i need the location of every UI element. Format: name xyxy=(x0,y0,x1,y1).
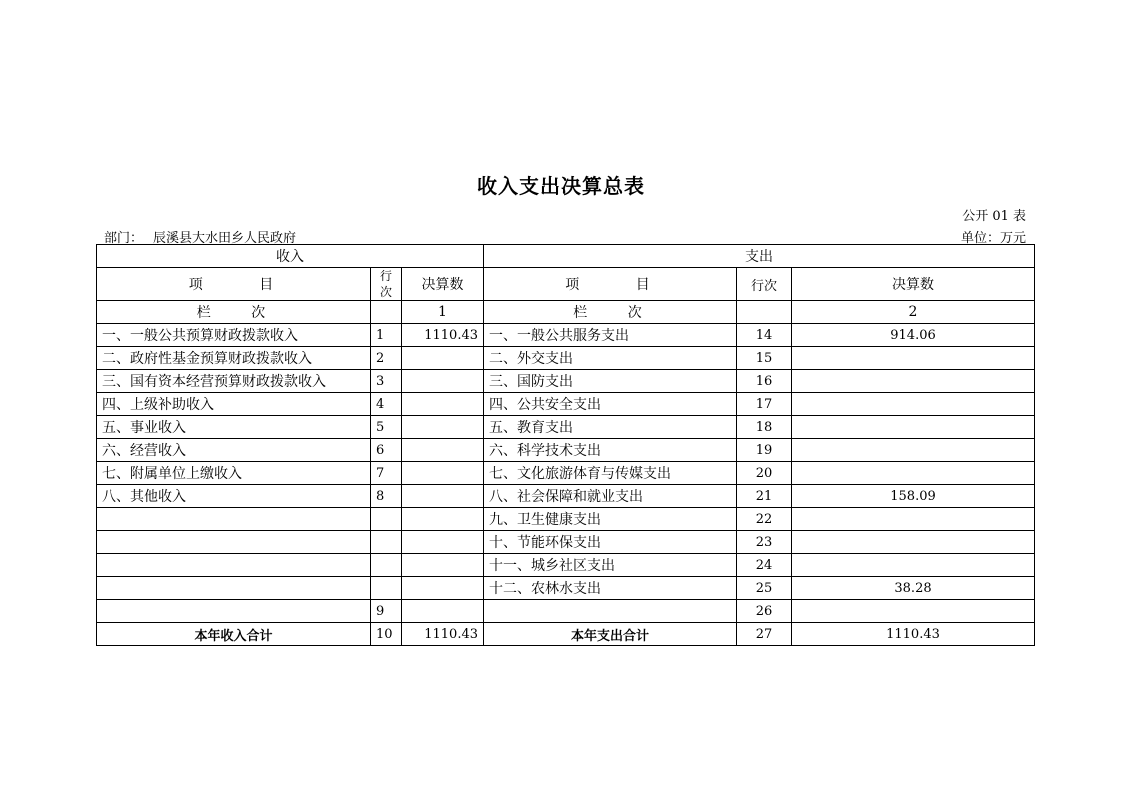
expense-item: 二、外交支出 xyxy=(484,347,737,370)
expense-item: 十、节能环保支出 xyxy=(484,531,737,554)
expense-item-header: 项 目 xyxy=(484,268,737,301)
expense-row-no: 17 xyxy=(737,393,792,416)
income-amount: 1110.43 xyxy=(402,324,484,347)
expense-item: 五、教育支出 xyxy=(484,416,737,439)
income-total-row-no: 10 xyxy=(371,623,402,646)
income-amount xyxy=(402,485,484,508)
expense-total-amount: 1110.43 xyxy=(792,623,1035,646)
income-header: 收入 xyxy=(97,245,484,268)
income-row-no: 4 xyxy=(371,393,402,416)
expense-amount xyxy=(792,393,1035,416)
table-row xyxy=(97,370,1035,393)
income-row-no xyxy=(371,554,402,577)
income-row-no: 1 xyxy=(371,324,402,347)
income-row-no: 2 xyxy=(371,347,402,370)
expense-item: 一、一般公共服务支出 xyxy=(484,324,737,347)
table-row xyxy=(97,324,1035,347)
income-item: 三、国有资本经营预算财政拨款收入 xyxy=(97,370,371,393)
expense-amount xyxy=(792,370,1035,393)
expense-amount xyxy=(792,416,1035,439)
expense-total-label: 本年支出合计 xyxy=(484,623,737,646)
expense-item: 四、公共安全支出 xyxy=(484,393,737,416)
income-item: 八、其他收入 xyxy=(97,485,371,508)
income-item: 二、政府性基金预算财政拨款收入 xyxy=(97,347,371,370)
table-row xyxy=(97,577,1035,600)
income-item: 四、上级补助收入 xyxy=(97,393,371,416)
expense-row-no: 15 xyxy=(737,347,792,370)
expense-amount xyxy=(792,508,1035,531)
expense-item: 十二、农林水支出 xyxy=(484,577,737,600)
column-index-row xyxy=(97,301,1035,324)
income-amount xyxy=(402,416,484,439)
expense-amount xyxy=(792,600,1035,623)
expense-row-no: 16 xyxy=(737,370,792,393)
table-row xyxy=(97,554,1035,577)
expense-header: 支出 xyxy=(484,245,1035,268)
expense-column-number: 2 xyxy=(792,301,1035,324)
income-column-blank xyxy=(371,301,402,324)
expense-amount xyxy=(792,439,1035,462)
income-item: 七、附属单位上缴收入 xyxy=(97,462,371,485)
income-amount xyxy=(402,439,484,462)
form-number: 公开 01 表 xyxy=(962,209,1026,224)
income-amount xyxy=(402,347,484,370)
department-name: 辰溪县大水田乡人民政府 xyxy=(153,231,297,246)
table-row xyxy=(97,600,1035,623)
income-row-no: 6 xyxy=(371,439,402,462)
income-item xyxy=(97,531,371,554)
income-row-no: 3 xyxy=(371,370,402,393)
header-row-1 xyxy=(97,245,1035,268)
expense-item: 七、文化旅游体育与传媒支出 xyxy=(484,462,737,485)
expense-amount-header: 决算数 xyxy=(792,268,1035,301)
header-row-2 xyxy=(97,268,1035,301)
expense-column-blank xyxy=(737,301,792,324)
table-row xyxy=(97,462,1035,485)
income-item-header: 项 目 xyxy=(97,268,371,301)
department-label: 部门： xyxy=(104,231,144,246)
expense-row-no: 21 xyxy=(737,485,792,508)
expense-item: 九、卫生健康支出 xyxy=(484,508,737,531)
table-row xyxy=(97,439,1035,462)
income-item xyxy=(97,554,371,577)
income-row-no xyxy=(371,577,402,600)
expense-amount xyxy=(792,462,1035,485)
expense-item: 六、科学技术支出 xyxy=(484,439,737,462)
income-amount xyxy=(402,554,484,577)
expense-row-no: 25 xyxy=(737,577,792,600)
income-row-no: 7 xyxy=(371,462,402,485)
income-amount xyxy=(402,462,484,485)
table-row xyxy=(97,347,1035,370)
income-total-amount: 1110.43 xyxy=(402,623,484,646)
expense-row-no-header: 行次 xyxy=(737,268,792,301)
income-row-no xyxy=(371,508,402,531)
expense-amount xyxy=(792,347,1035,370)
income-column-number: 1 xyxy=(402,301,484,324)
page-title: 收入支出决算总表 xyxy=(477,174,645,198)
income-item: 六、经营收入 xyxy=(97,439,371,462)
income-item xyxy=(97,600,371,623)
income-amount xyxy=(402,531,484,554)
expense-row-no: 26 xyxy=(737,600,792,623)
table-row xyxy=(97,508,1035,531)
expense-column-label: 栏 次 xyxy=(484,301,737,324)
table-row xyxy=(97,416,1035,439)
table-row xyxy=(97,393,1035,416)
income-item: 五、事业收入 xyxy=(97,416,371,439)
table-row xyxy=(97,485,1035,508)
expense-row-no: 18 xyxy=(737,416,792,439)
income-row-no-header xyxy=(371,268,402,301)
expense-item xyxy=(484,600,737,623)
income-amount xyxy=(402,600,484,623)
income-amount xyxy=(402,370,484,393)
income-row-no xyxy=(371,531,402,554)
expense-amount: 914.06 xyxy=(792,324,1035,347)
expense-item: 十一、城乡社区支出 xyxy=(484,554,737,577)
table-row xyxy=(97,531,1035,554)
income-column-label: 栏 次 xyxy=(97,301,371,324)
income-row-no: 8 xyxy=(371,485,402,508)
income-amount xyxy=(402,393,484,416)
expense-amount xyxy=(792,531,1035,554)
unit-label: 单位：万元 xyxy=(960,231,1026,246)
expense-row-no: 14 xyxy=(737,324,792,347)
expense-row-no: 24 xyxy=(737,554,792,577)
expense-row-no: 23 xyxy=(737,531,792,554)
income-item xyxy=(97,508,371,531)
income-amount xyxy=(402,577,484,600)
expense-total-row-no: 27 xyxy=(737,623,792,646)
income-item xyxy=(97,577,371,600)
expense-amount xyxy=(792,554,1035,577)
income-total-label: 本年收入合计 xyxy=(97,623,371,646)
totals-row xyxy=(97,623,1035,646)
budget-table xyxy=(96,244,1035,646)
income-item: 一、一般公共预算财政拨款收入 xyxy=(97,324,371,347)
income-row-no: 5 xyxy=(371,416,402,439)
expense-amount: 158.09 xyxy=(792,485,1035,508)
income-row-no: 9 xyxy=(371,600,402,623)
expense-row-no: 22 xyxy=(737,508,792,531)
income-amount xyxy=(402,508,484,531)
expense-item: 三、国防支出 xyxy=(484,370,737,393)
expense-row-no: 19 xyxy=(737,439,792,462)
expense-row-no: 20 xyxy=(737,462,792,485)
expense-item: 八、社会保障和就业支出 xyxy=(484,485,737,508)
income-row-no-header-text: 行次 xyxy=(379,269,392,299)
expense-amount: 38.28 xyxy=(792,577,1035,600)
income-amount-header: 决算数 xyxy=(402,268,484,301)
